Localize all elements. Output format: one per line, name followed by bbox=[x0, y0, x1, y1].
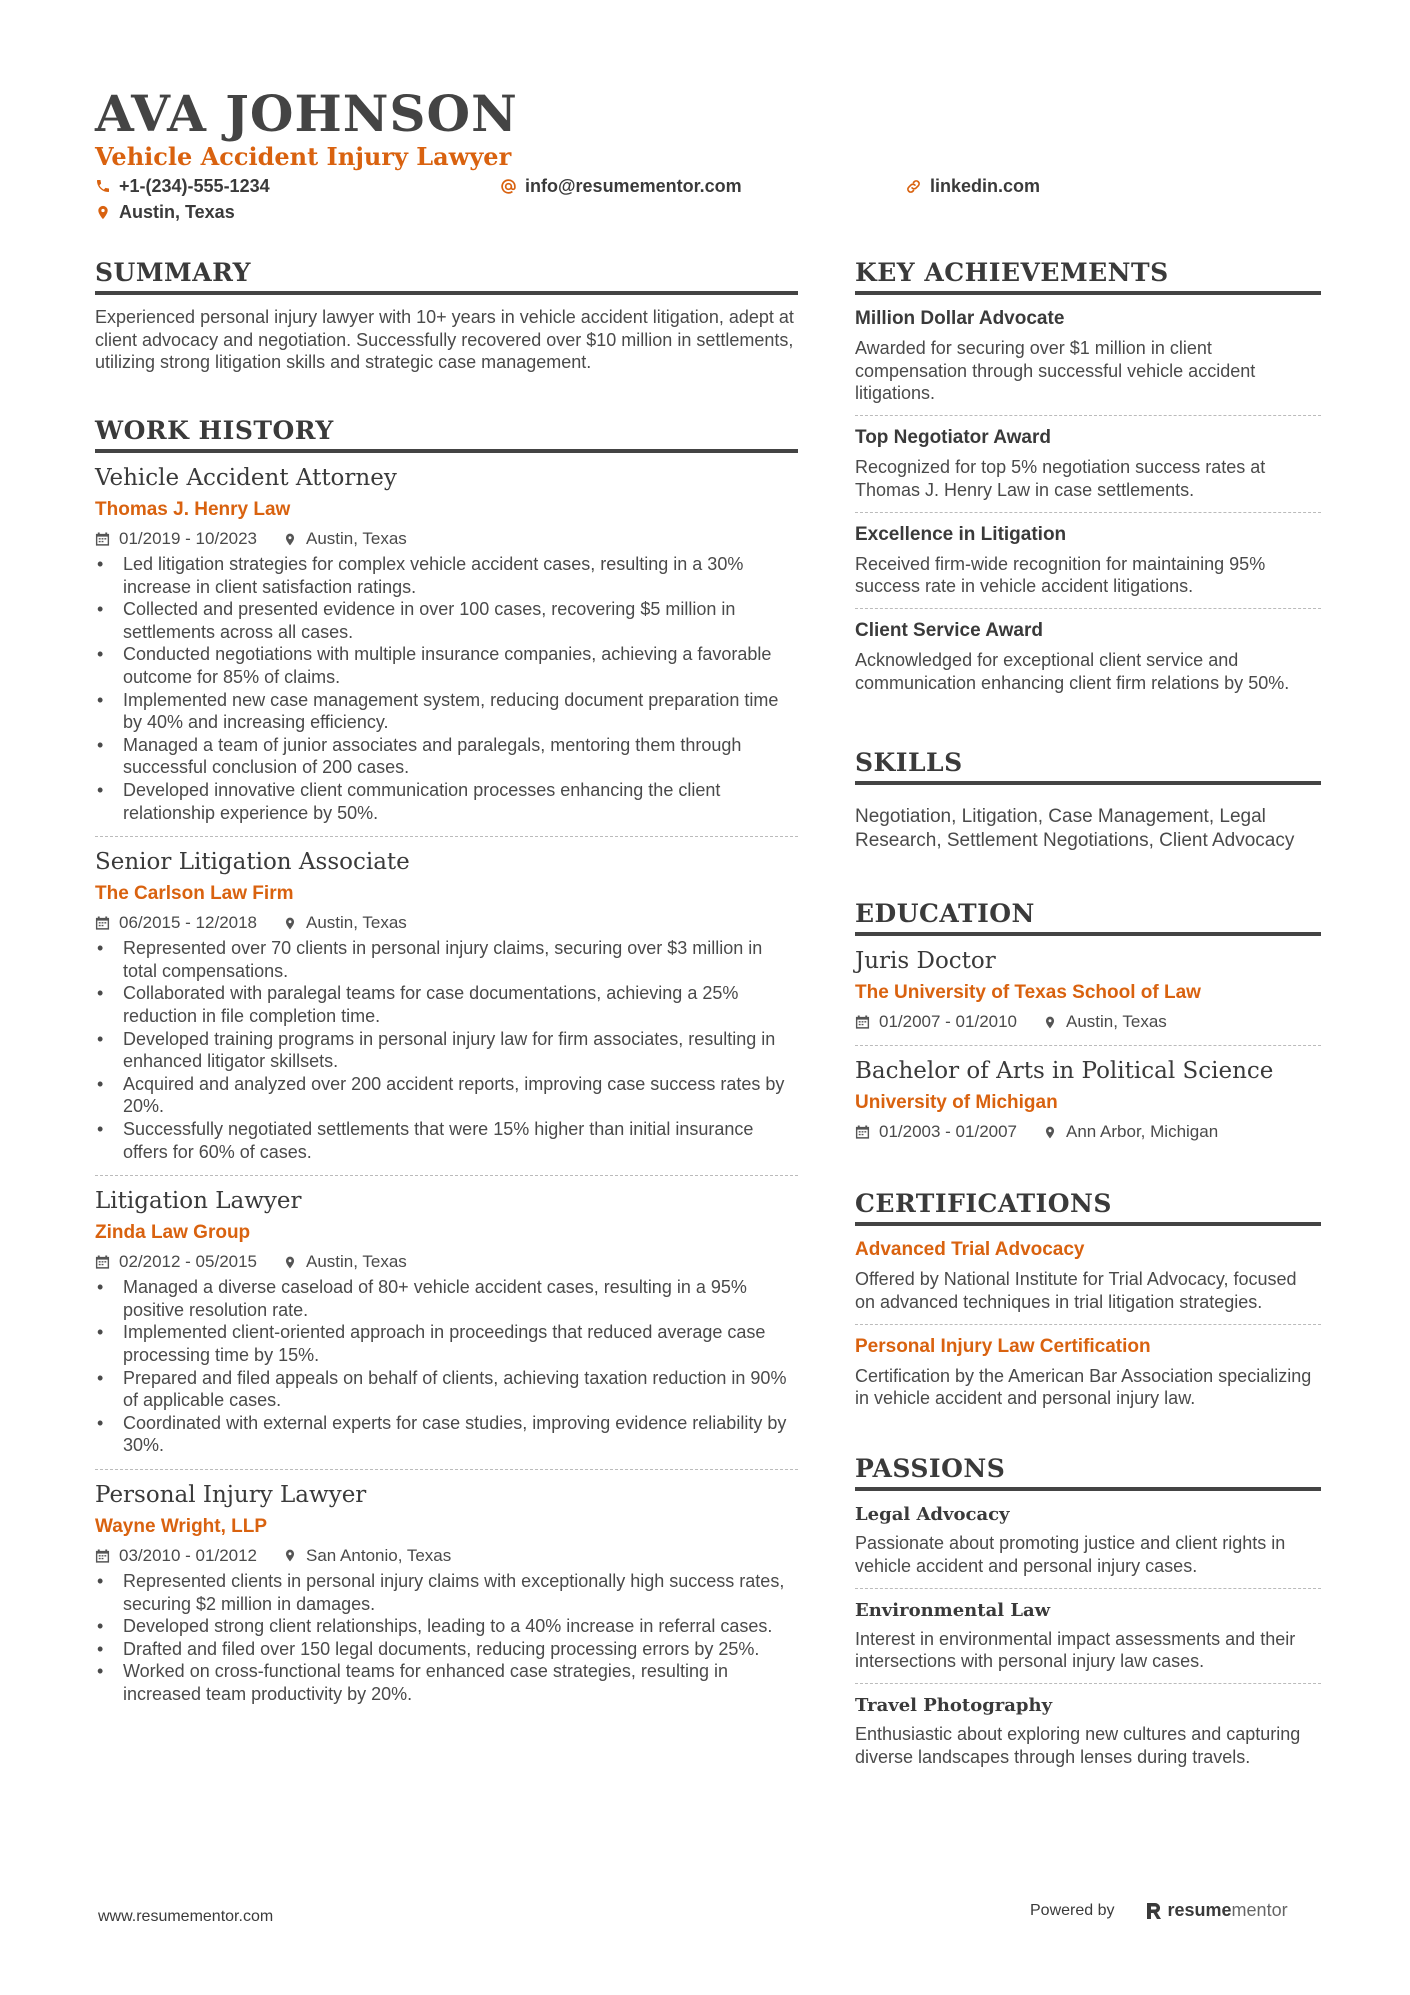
passion-title: Environmental Law bbox=[855, 1599, 1051, 1621]
job-company: The Carlson Law Firm bbox=[95, 883, 294, 905]
summary-section bbox=[95, 256, 798, 374]
skills-text: Negotiation, Litigation, Case Management, Legal Research, Settlement Negotiations, Client Advocacy bbox=[855, 806, 1295, 852]
passion-title: Travel Photography bbox=[855, 1694, 1053, 1716]
at-icon bbox=[500, 178, 517, 195]
passion-item bbox=[855, 1493, 1321, 1588]
job-meta bbox=[95, 528, 798, 550]
location-pin-icon bbox=[1043, 1014, 1057, 1031]
certifications-section bbox=[855, 1187, 1321, 1420]
job-bullet: • Worked on cross-functional teams for enhanced case strategies, resulting in increased team productivity by 20%. bbox=[95, 1660, 798, 1705]
location-pin-icon bbox=[95, 204, 111, 221]
job-title: Vehicle Accident Attorney bbox=[95, 465, 397, 492]
education-location-text: Ann Arbor, Michigan bbox=[1066, 1122, 1219, 1142]
achievement-item bbox=[855, 297, 1321, 416]
achievements-section bbox=[855, 256, 1321, 704]
job-dates bbox=[95, 912, 257, 934]
passion-text: Enthusiastic about exploring new cultures and capturing diverse landscapes through lenses during travels. bbox=[855, 1723, 1301, 1767]
education-location bbox=[1043, 1011, 1167, 1033]
achievement-item bbox=[855, 513, 1321, 609]
job-location-text: San Antonio, Texas bbox=[306, 1545, 452, 1565]
summary-heading: SUMMARY bbox=[95, 256, 798, 295]
contact-email[interactable] bbox=[500, 175, 742, 197]
education-school: The University of Texas School of Law bbox=[855, 982, 1201, 1004]
jobs-list bbox=[95, 453, 798, 1717]
calendar-icon bbox=[95, 1254, 110, 1270]
skills-heading: SKILLS bbox=[855, 746, 1321, 785]
email-text: info@resumementor.com bbox=[525, 176, 742, 196]
job-bullet: • Implemented client-oriented approach in proceedings that reduced average case processing time by 15%. bbox=[95, 1321, 798, 1366]
job-meta bbox=[95, 1251, 798, 1273]
job-bullet: • Acquired and analyzed over 200 accident reports, improving case success rates by 20%. bbox=[95, 1073, 798, 1118]
job-location-text: Austin, Texas bbox=[306, 529, 407, 549]
job-dates bbox=[95, 528, 257, 550]
phone-icon bbox=[95, 178, 111, 194]
job-bullet: • Conducted negotiations with multiple insurance companies, achieving a favorable outcome for 85% of claims. bbox=[95, 643, 798, 688]
achievement-title: Client Service Award bbox=[855, 619, 1043, 641]
contact-phone[interactable] bbox=[95, 175, 270, 197]
link-icon bbox=[905, 178, 922, 195]
education-location bbox=[1043, 1121, 1218, 1143]
contact-linkedin[interactable] bbox=[905, 175, 1040, 197]
passions-heading: PASSIONS bbox=[855, 1452, 1321, 1491]
resumementor-logo-icon bbox=[1145, 1901, 1163, 1921]
job-company: Zinda Law Group bbox=[95, 1222, 251, 1244]
job-dates-text: 03/2010 - 01/2012 bbox=[119, 1545, 258, 1565]
education-location-text: Austin, Texas bbox=[1066, 1012, 1167, 1032]
candidate-name: AVA JOHNSON bbox=[95, 84, 518, 143]
calendar-icon bbox=[855, 1014, 870, 1030]
certification-text: Certification by the American Bar Association specializing in vehicle accident and personal injury law. bbox=[855, 1365, 1312, 1409]
achievement-title: Excellence in Litigation bbox=[855, 523, 1067, 545]
passion-title: Legal Advocacy bbox=[855, 1504, 1010, 1526]
job-entry bbox=[95, 837, 798, 1176]
passions-section bbox=[855, 1452, 1321, 1778]
achievement-text: Recognized for top 5% negotiation success rates at Thomas J. Henry Law in case settlements. bbox=[855, 457, 1266, 500]
job-bullet: • Coordinated with external experts for case studies, improving evidence reliability by 30%. bbox=[95, 1412, 798, 1457]
certification-item bbox=[855, 1228, 1321, 1324]
achievement-text: Acknowledged for exceptional client service and communication enhancing client firm relations by 50%. bbox=[855, 649, 1290, 693]
location-pin-icon bbox=[283, 531, 297, 548]
job-location-text: Austin, Texas bbox=[306, 1252, 407, 1272]
job-title: Litigation Lawyer bbox=[95, 1188, 302, 1215]
job-location bbox=[283, 912, 407, 934]
job-bullet: • Managed a diverse caseload of 80+ vehicle accident cases, resulting in a 95% positive resolution rate. bbox=[95, 1276, 798, 1321]
passion-text: Passionate about promoting justice and client rights in vehicle accident and personal injury cases. bbox=[855, 1533, 1286, 1576]
education-meta bbox=[855, 1011, 1321, 1033]
summary-text: Experienced personal injury lawyer with 10+ years in vehicle accident litigation, adept at client advocacy and negotiation. Successfully recovered over $10 million in settlements, utilizing strong litigation skills and strategic case management. bbox=[95, 307, 794, 373]
brand-bold: resume bbox=[1167, 1900, 1232, 1920]
powered-by-text: Powered by bbox=[1030, 1901, 1115, 1919]
education-dates bbox=[855, 1011, 1017, 1033]
calendar-icon bbox=[95, 915, 110, 931]
job-bullet: • Managed a team of junior associates and paralegals, mentoring them through successful conclusion of 200 cases. bbox=[95, 734, 798, 779]
education-list bbox=[855, 936, 1321, 1155]
job-bullet: • Collected and presented evidence in over 100 cases, recovering $5 million in settlements across all cases. bbox=[95, 598, 798, 643]
education-dates bbox=[855, 1121, 1017, 1143]
certification-title: Personal Injury Law Certification bbox=[855, 1335, 1151, 1357]
achievement-title: Top Negotiator Award bbox=[855, 427, 1051, 449]
achievement-item bbox=[855, 416, 1321, 512]
job-bullet: • Represented over 70 clients in personal injury claims, securing over $3 million in total compensations. bbox=[95, 937, 798, 982]
job-bullet: • Led litigation strategies for complex vehicle accident cases, resulting in a 30% increase in client satisfaction ratings. bbox=[95, 553, 798, 598]
job-location bbox=[283, 1251, 407, 1273]
job-location-text: Austin, Texas bbox=[306, 913, 407, 933]
education-dates-text: 01/2007 - 01/2010 bbox=[879, 1012, 1018, 1032]
achievement-item bbox=[855, 609, 1321, 704]
brand-logo[interactable] bbox=[1145, 1900, 1288, 1921]
location-text: Austin, Texas bbox=[119, 202, 235, 222]
job-bullet: • Collaborated with paralegal teams for case documentations, achieving a 25% reduction in file completion time. bbox=[95, 982, 798, 1027]
job-bullets bbox=[95, 1570, 798, 1706]
job-bullets bbox=[95, 1276, 798, 1457]
job-dates-text: 02/2012 - 05/2015 bbox=[119, 1252, 258, 1272]
job-title: Personal Injury Lawyer bbox=[95, 1481, 367, 1508]
job-location bbox=[283, 1545, 451, 1567]
job-dates bbox=[95, 1251, 257, 1273]
achievement-text: Awarded for securing over $1 million in client compensation through successful vehicle accident litigations. bbox=[855, 338, 1256, 404]
work-history-heading: WORK HISTORY bbox=[95, 414, 798, 453]
job-bullet: • Implemented new case management system, reducing document preparation time by 40% and increasing efficiency. bbox=[95, 689, 798, 734]
location-pin-icon bbox=[1043, 1124, 1057, 1141]
footer-website[interactable]: www.resumementor.com bbox=[98, 1908, 274, 1925]
location-pin-icon bbox=[283, 1547, 297, 1564]
certification-item bbox=[855, 1325, 1321, 1420]
job-entry bbox=[95, 1176, 798, 1470]
education-degree: Juris Doctor bbox=[855, 948, 996, 975]
job-entry bbox=[95, 453, 798, 837]
calendar-icon bbox=[855, 1124, 870, 1140]
job-bullet: • Developed training programs in personal injury law for firm associates, resulting in enhanced litigator skillsets. bbox=[95, 1028, 798, 1073]
location-pin-icon bbox=[283, 915, 297, 932]
education-degree: Bachelor of Arts in Political Science bbox=[855, 1058, 1274, 1085]
achievements-list bbox=[855, 297, 1321, 704]
job-meta bbox=[95, 1545, 798, 1567]
passion-item bbox=[855, 1684, 1321, 1778]
certification-title: Advanced Trial Advocacy bbox=[855, 1239, 1085, 1261]
contact-location bbox=[95, 201, 235, 223]
footer-powered bbox=[1030, 1900, 1288, 1921]
work-history-section bbox=[95, 414, 798, 1717]
achievement-text: Received firm-wide recognition for maintaining 95% success rate in vehicle accident litigations. bbox=[855, 553, 1266, 597]
job-entry bbox=[95, 1470, 798, 1718]
education-heading: EDUCATION bbox=[855, 897, 1321, 936]
linkedin-text: linkedin.com bbox=[930, 176, 1041, 196]
brand-light: mentor bbox=[1231, 1900, 1288, 1920]
education-item bbox=[855, 1046, 1321, 1155]
job-bullet: • Prepared and filed appeals on behalf of clients, achieving taxation reduction in 90% of applicable cases. bbox=[95, 1367, 798, 1412]
location-pin-icon bbox=[283, 1254, 297, 1271]
passion-item bbox=[855, 1589, 1321, 1684]
job-company: Wayne Wright, LLP bbox=[95, 1515, 268, 1537]
job-bullet: • Developed innovative client communication processes enhancing the client relationship experience by 50%. bbox=[95, 779, 798, 824]
job-dates-text: 01/2019 - 10/2023 bbox=[119, 529, 258, 549]
certifications-list bbox=[855, 1228, 1321, 1420]
calendar-icon bbox=[95, 1548, 110, 1564]
job-meta bbox=[95, 912, 798, 934]
skills-section bbox=[855, 746, 1321, 853]
education-dates-text: 01/2003 - 01/2007 bbox=[879, 1122, 1018, 1142]
education-item bbox=[855, 936, 1321, 1046]
job-bullet: • Successfully negotiated settlements that were 15% higher than initial insurance offers for 60% of cases. bbox=[95, 1118, 798, 1163]
phone-text: +1-(234)-555-1234 bbox=[119, 176, 270, 196]
job-company: Thomas J. Henry Law bbox=[95, 499, 291, 521]
right-column bbox=[855, 256, 1321, 1778]
education-section bbox=[855, 897, 1321, 1155]
achievement-title: Million Dollar Advocate bbox=[855, 308, 1065, 329]
job-bullets bbox=[95, 937, 798, 1163]
candidate-role: Vehicle Accident Injury Lawyer bbox=[95, 142, 512, 171]
certification-text: Offered by National Institute for Trial Advocacy, focused on advanced techniques in trial litigation strategies. bbox=[855, 1269, 1297, 1313]
passion-text: Interest in environmental impact assessments and their intersections with personal injury law cases. bbox=[855, 1628, 1296, 1672]
left-column bbox=[95, 256, 798, 1717]
job-location bbox=[283, 528, 407, 550]
job-bullet: • Drafted and filed over 150 legal documents, reducing processing errors by 25%. bbox=[95, 1638, 798, 1661]
achievements-heading: KEY ACHIEVEMENTS bbox=[855, 256, 1321, 295]
education-meta bbox=[855, 1121, 1321, 1143]
job-dates bbox=[95, 1545, 257, 1567]
education-school: University of Michigan bbox=[855, 1092, 1058, 1114]
job-bullets bbox=[95, 553, 798, 824]
job-title: Senior Litigation Associate bbox=[95, 849, 410, 876]
certifications-heading: CERTIFICATIONS bbox=[855, 1187, 1321, 1226]
job-dates-text: 06/2015 - 12/2018 bbox=[119, 913, 258, 933]
job-bullet: • Developed strong client relationships, leading to a 40% increase in referral cases. bbox=[95, 1615, 798, 1638]
passions-list bbox=[855, 1493, 1321, 1778]
job-bullet: • Represented clients in personal injury claims with exceptionally high success rates, securing $2 million in damages. bbox=[95, 1570, 798, 1615]
calendar-icon bbox=[95, 531, 110, 547]
